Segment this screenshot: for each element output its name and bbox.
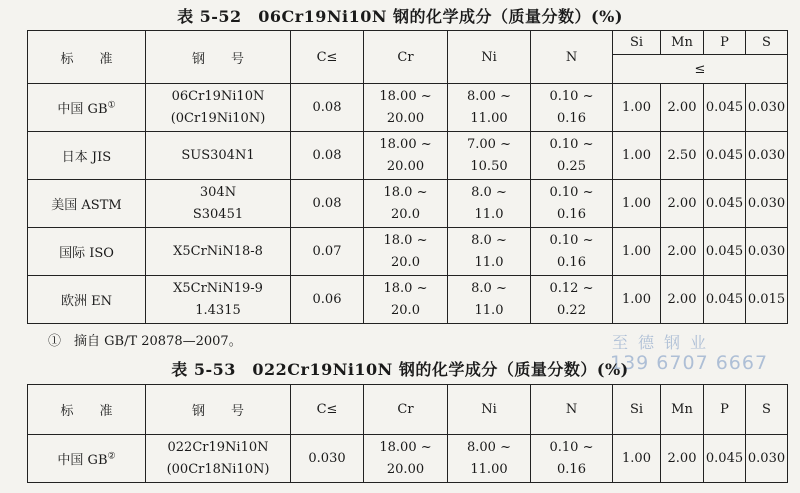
cell-ni: 7.00 ~ 10.50 — [448, 132, 531, 180]
cell-mn: 2.00 — [661, 435, 704, 483]
watermark-company: 至德钢业 — [612, 333, 717, 352]
cell-ni: 8.00 ~ 11.00 — [448, 84, 531, 132]
table-row — [28, 228, 788, 276]
cell-c: 0.06 — [291, 276, 364, 324]
cell-si: 1.00 — [613, 180, 661, 228]
cell-grade: 022Cr19Ni10N (00Cr18Ni10N) — [146, 435, 291, 483]
table-row — [28, 435, 788, 483]
cell-si: 1.00 — [613, 228, 661, 276]
header-standard: 标 准 — [28, 385, 146, 435]
cell-standard: 中国 GB② — [28, 435, 146, 483]
cell-mn: 2.00 — [661, 276, 704, 324]
cell-standard: 美国 ASTM — [28, 180, 146, 228]
table-row — [28, 180, 788, 228]
header-mn: Mn — [661, 31, 704, 55]
cell-cr: 18.00 ~ 20.00 — [364, 132, 448, 180]
cell-standard: 中国 GB① — [28, 84, 146, 132]
cell-standard: 日本 JIS — [28, 132, 146, 180]
cell-c: 0.07 — [291, 228, 364, 276]
header-mn: Mn — [661, 385, 704, 435]
cell-n: 0.10 ~ 0.16 — [531, 228, 613, 276]
watermark-phone: 139 6707 6667 — [610, 352, 769, 374]
cell-p: 0.045 — [704, 276, 746, 324]
cell-n: 0.10 ~ 0.16 — [531, 435, 613, 483]
footnote: ① 摘自 GB/T 20878—2007。 — [48, 334, 242, 349]
cell-s: 0.030 — [746, 228, 788, 276]
cell-c: 0.030 — [291, 435, 364, 483]
table-row — [28, 276, 788, 324]
cell-grade: X5CrNiN18-8 — [146, 228, 291, 276]
cell-standard: 欧洲 EN — [28, 276, 146, 324]
cell-n: 0.10 ~ 0.25 — [531, 132, 613, 180]
cell-s: 0.015 — [746, 276, 788, 324]
cell-grade: X5CrNiN19-9 1.4315 — [146, 276, 291, 324]
cell-grade: 06Cr19Ni10N (0Cr19Ni10N) — [146, 84, 291, 132]
cell-mn: 2.00 — [661, 228, 704, 276]
cell-cr: 18.00 ~ 20.00 — [364, 84, 448, 132]
header-n: N — [531, 31, 613, 84]
header-c: C≤ — [291, 385, 364, 435]
cell-mn: 2.00 — [661, 84, 704, 132]
composition-table — [27, 30, 788, 324]
cell-p: 0.045 — [704, 435, 746, 483]
cell-si: 1.00 — [613, 132, 661, 180]
cell-ni: 8.00 ~ 11.00 — [448, 435, 531, 483]
cell-ni: 8.0 ~ 11.0 — [448, 180, 531, 228]
cell-c: 0.08 — [291, 132, 364, 180]
header-standard: 标 准 — [28, 31, 146, 84]
header-ni: Ni — [448, 31, 531, 84]
cell-si: 1.00 — [613, 84, 661, 132]
header-c: C≤ — [291, 31, 364, 84]
composition-table-2 — [27, 384, 788, 483]
cell-si: 1.00 — [613, 276, 661, 324]
cell-s: 0.030 — [746, 180, 788, 228]
table-title-2: 表 5-53 022Cr19Ni10N 钢的化学成分（质量分数）(%) — [171, 360, 629, 379]
header-si: Si — [613, 385, 661, 435]
header-s: S — [746, 385, 788, 435]
cell-n: 0.12 ~ 0.22 — [531, 276, 613, 324]
header-le: ≤ — [613, 55, 788, 84]
header-si: Si — [613, 31, 661, 55]
cell-standard: 国际 ISO — [28, 228, 146, 276]
header-grade: 钢 号 — [146, 385, 291, 435]
cell-p: 0.045 — [704, 84, 746, 132]
cell-p: 0.045 — [704, 132, 746, 180]
table-title: 表 5-52 06Cr19Ni10N 钢的化学成分（质量分数）(%) — [177, 7, 623, 26]
cell-c: 0.08 — [291, 180, 364, 228]
header-p: P — [704, 31, 746, 55]
cell-n: 0.10 ~ 0.16 — [531, 180, 613, 228]
cell-mn: 2.50 — [661, 132, 704, 180]
cell-cr: 18.0 ~ 20.0 — [364, 228, 448, 276]
header-s: S — [746, 31, 788, 55]
cell-grade: SUS304N1 — [146, 132, 291, 180]
cell-n: 0.10 ~ 0.16 — [531, 84, 613, 132]
cell-s: 0.030 — [746, 435, 788, 483]
header-grade: 钢 号 — [146, 31, 291, 84]
header-ni: Ni — [448, 385, 531, 435]
cell-s: 0.030 — [746, 84, 788, 132]
table-row — [28, 84, 788, 132]
cell-cr: 18.0 ~ 20.0 — [364, 180, 448, 228]
table-row — [28, 132, 788, 180]
header-cr: Cr — [364, 31, 448, 84]
cell-si: 1.00 — [613, 435, 661, 483]
cell-mn: 2.00 — [661, 180, 704, 228]
cell-s: 0.030 — [746, 132, 788, 180]
cell-grade: 304N S30451 — [146, 180, 291, 228]
cell-cr: 18.0 ~ 20.0 — [364, 276, 448, 324]
cell-p: 0.045 — [704, 228, 746, 276]
header-cr: Cr — [364, 385, 448, 435]
cell-cr: 18.00 ~ 20.00 — [364, 435, 448, 483]
cell-ni: 8.0 ~ 11.0 — [448, 276, 531, 324]
cell-c: 0.08 — [291, 84, 364, 132]
header-n: N — [531, 385, 613, 435]
cell-p: 0.045 — [704, 180, 746, 228]
cell-ni: 8.0 ~ 11.0 — [448, 228, 531, 276]
header-p: P — [704, 385, 746, 435]
